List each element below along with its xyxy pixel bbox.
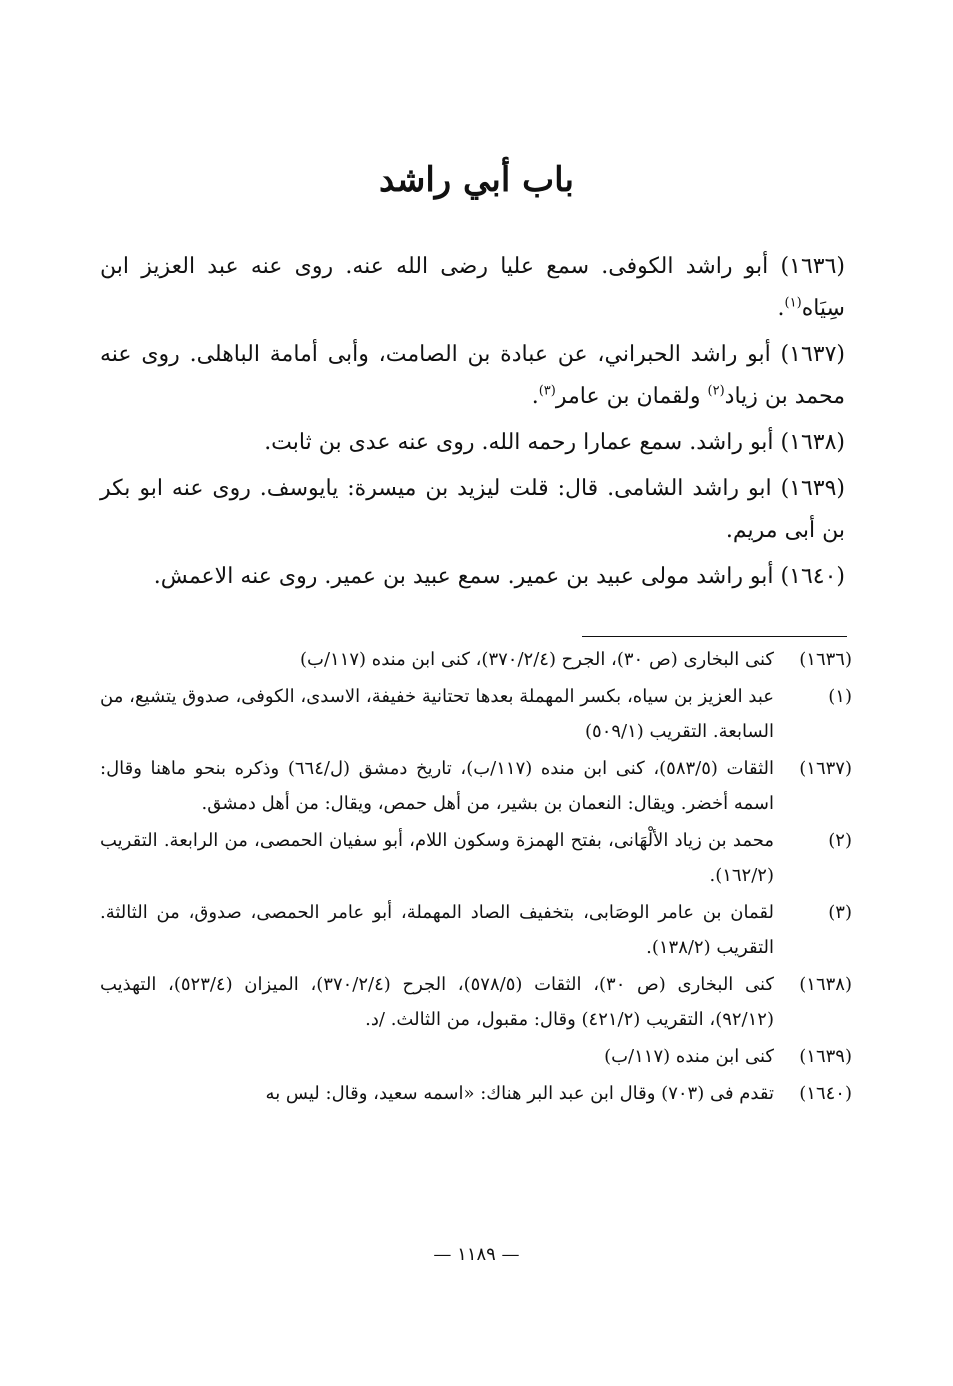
footnote-ref: (١٦٣٧)	[799, 758, 852, 779]
footnote-ref: (١٦٤٠)	[799, 1083, 852, 1104]
entry-1637	[100, 334, 845, 418]
page-number: — ١١٨٩ —	[433, 1244, 520, 1265]
footnote-separator	[582, 636, 847, 637]
chapter-title: باب أبي راشد	[379, 160, 574, 200]
footnote-1636	[100, 642, 852, 677]
entry-1639	[100, 468, 845, 552]
footnote-marker: (٢)	[707, 383, 725, 399]
main-text	[100, 246, 845, 602]
footnote-ref: (٢)	[828, 830, 852, 851]
footnote-marker: (٣)	[538, 383, 556, 399]
entry-1636	[100, 246, 845, 330]
footnote-ref: (١٦٣٨)	[799, 974, 852, 995]
footnote-text: محمد بن زياد الألْهَانى، بفتح الهمزة وسكون اللام، أبو سفيان الحمصى، من الرابعة. التقريب (١٦٢/٢).	[100, 830, 774, 886]
footnote-text: الثقات (٥٨٣/٥)، كنى ابن منده (١١٧/ب)، تاريخ دمشق (ل/٦٦٤) وذكره بنحو ماهنا وقال: اسمه أخضر. ويقال: النعمان بن بشير، من أهل حمص، ويقال: من أهل دمشق.	[100, 758, 774, 814]
entry-tail: .	[777, 296, 785, 321]
footnote-1	[100, 679, 852, 749]
footnote-1637	[100, 751, 852, 821]
footnote-text: لقمان بن عامر الوصَابى، بتخفيف الصاد المهملة، أبو عامر الحمصى، صدوق، من الثالثة. التقريب (١٣٨/٢).	[100, 902, 774, 958]
footnote-ref: (١)	[828, 686, 852, 707]
entry-text: أبو راشد الكوفى. سمع عليا رضى الله عنه. روى عنه عبد العزيز ابن سِيَاه	[100, 254, 845, 321]
footnote-1638	[100, 967, 852, 1037]
entry-text: ابو راشد الشامى. قال: قلت ليزيد بن ميسرة: يايوسف. روى عنه ابو بكر بن أبى مريم.	[100, 476, 845, 543]
footnote-ref: (١٦٣٦)	[799, 649, 852, 670]
footnote-2	[100, 823, 852, 893]
entry-text: أبو راشد. سمع عمارا رحمه الله. روى عنه عدى بن ثابت.	[264, 430, 774, 455]
footnote-marker: (١)	[784, 295, 802, 311]
entry-number: (١٦٣٧)	[780, 342, 845, 367]
footnote-text: كنى ابن منده (١١٧/ب)	[604, 1046, 774, 1067]
footnote-text: كنى البخارى (ص ٣٠)، الثقات (٥٧٨/٥)، الجرح (٣٧٠/٢/٤)، الميزان (٥٢٣/٤)، التهذيب (٩٢/١٢)، التقريب (٤٢١/٢) وقال: مقبول، من الثالث. /د.	[100, 974, 774, 1030]
entry-number: (١٦٣٦)	[780, 254, 845, 279]
footnote-text: تقدم فى (٧٠٣) وقال ابن عبد البر هناك: «اسمه سعيد، وقال: ليس به	[265, 1083, 774, 1104]
entry-tail: .	[531, 384, 539, 409]
footnote-1639	[100, 1039, 852, 1074]
entry-1640	[100, 556, 845, 598]
footnote-ref: (٣)	[828, 902, 852, 923]
footnotes	[100, 642, 852, 1113]
footnote-ref: (١٦٣٩)	[799, 1046, 852, 1067]
footnote-3	[100, 895, 852, 965]
entry-1638	[100, 422, 845, 464]
entry-number: (١٦٤٠)	[780, 564, 845, 589]
entry-number: (١٦٣٩)	[780, 476, 846, 501]
entry-text: أبو راشد مولى عبيد بن عمير. سمع عبيد بن عمير. روى عنه الاعمش.	[153, 564, 774, 589]
entry-text-continued: ولقمان بن عامر	[555, 384, 708, 409]
entry-number: (١٦٣٨)	[780, 430, 845, 455]
footnote-text: عبد العزيز بن سياه، بكسر المهملة بعدها تحتانية خفيفة، الاسدى، الكوفى، صدوق يتشيع، من السابعة. التقريب (٥٠٩/١)	[100, 686, 774, 742]
footnote-1640	[100, 1076, 852, 1111]
entry-text: أبو راشد الحبراني، عن عبادة بن الصامت، وأبى أمامة الباهلى. روى عنه محمد بن زياد	[100, 342, 845, 409]
footnote-text: كنى البخارى (ص ٣٠)، الجرح (٣٧٠/٢/٤)، كنى ابن منده (١١٧/ب)	[299, 649, 774, 670]
